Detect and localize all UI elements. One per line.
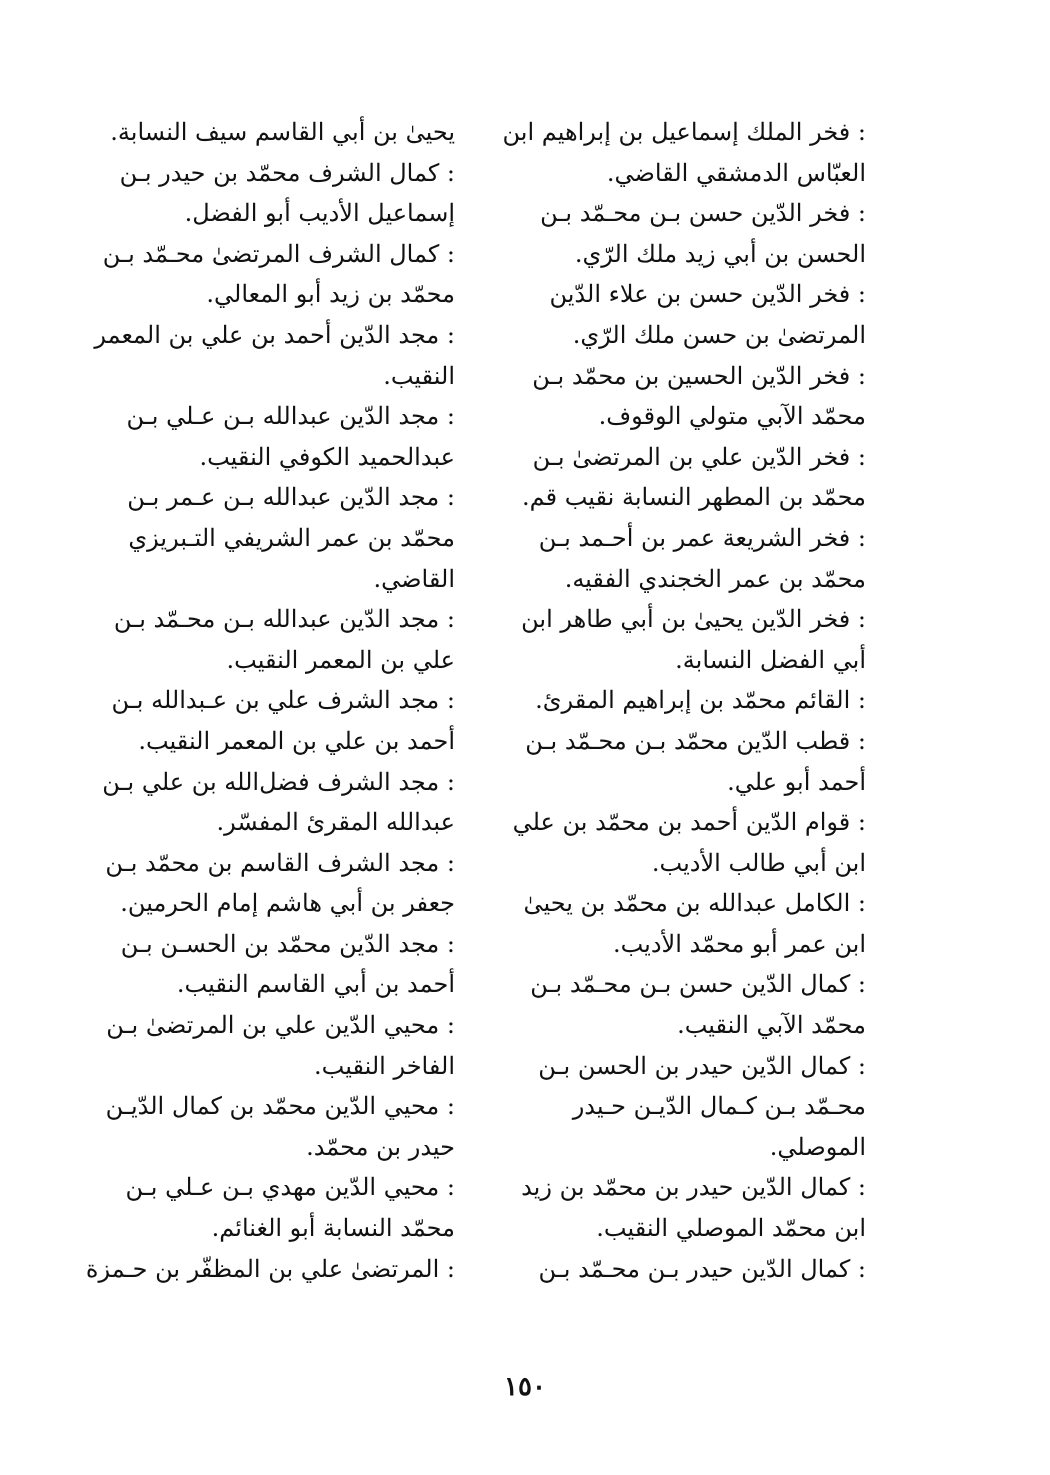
- right-column-line: : كمال الدّين حيدر بـن محـمّد بـن: [538, 1254, 866, 1283]
- right-text-column: [502, 112, 866, 1289]
- right-column-line: : القائم محمّد بن إبراهيم المقرئ.: [535, 686, 866, 715]
- left-column-line: أحمد بن أبي القاسم النقيب.: [176, 970, 455, 999]
- left-column-line: عبدالله المقرئ المفسّر.: [216, 808, 455, 837]
- right-column-line: المرتضىٰ بن حسن ملك الرّي.: [572, 320, 866, 349]
- left-column-line: : مجد الدّين محمّد بن الحسـن بـن: [120, 929, 455, 958]
- right-column-line: : فخر الدّين الحسين بن محمّد بـن: [532, 361, 866, 390]
- right-column-line: : قطب الدّين محمّد بـن محـمّد بـن: [525, 726, 866, 755]
- left-column-line: علي بن المعمر النقيب.: [226, 645, 455, 674]
- right-column-line: : قوام الدّين أحمد بن محمّد بن علي: [512, 808, 866, 837]
- left-column-line: جعفر بن أبي هاشم إمام الحرمين.: [120, 889, 455, 918]
- right-column-line: : كمال الدّين حسن بـن محـمّد بـن: [530, 970, 866, 999]
- left-column-line: : مجد الشرف علي بن عـبدالله بـن: [111, 686, 455, 715]
- right-column-line: : فخر الملك إسماعيل بن إبراهيم ابن: [502, 118, 866, 146]
- right-column-line: ابن محمّد الموصلي النقيب.: [596, 1214, 866, 1243]
- right-column-line: : الكامل عبدالله بن محمّد بن يحيىٰ: [523, 889, 866, 918]
- right-column-line: ابن أبي طالب الأديب.: [651, 848, 866, 877]
- right-column-line: : فخر الدّين يحيىٰ بن أبي طاهر ابن: [521, 605, 866, 634]
- left-column-line: : مجد الدّين أحمد بن علي بن المعمر: [94, 320, 455, 349]
- left-column-line: : كمال الشرف المرتضىٰ محـمّد بـن: [102, 239, 455, 268]
- right-column-line: : فخر الدّين حسن بن علاء الدّين: [549, 280, 866, 309]
- right-column-line: محـمّد بـن كـمال الدّيـن حـيدر: [572, 1092, 866, 1121]
- page-number: ١٥٠: [504, 1372, 546, 1402]
- right-column-line: محمّد بن عمر الخجندي الفقيه.: [564, 564, 866, 593]
- left-column-line: : مجد الدّين عبدالله بـن عـلي بـن: [126, 402, 455, 431]
- right-column-line: محمّد الآبي النقيب.: [677, 1011, 866, 1040]
- left-column-line: أحمد بن علي بن المعمر النقيب.: [138, 726, 455, 755]
- left-column-line: يحيىٰ بن أبي القاسم سيف النسابة.: [110, 118, 455, 146]
- right-column-line: محمّد بن المطهر النسابة نقيب قم.: [522, 483, 866, 512]
- left-column-line: : مجد الدّين عبدالله بـن عـمر بـن: [127, 483, 455, 512]
- left-column-line: : محيي الدّين محمّد بن كمال الدّيـن: [105, 1092, 455, 1121]
- right-column-line: أبي الفضل النسابة.: [675, 645, 866, 674]
- left-text-column: [85, 112, 455, 1289]
- left-column-line: محمّد بن زيد أبو المعالي.: [206, 280, 455, 309]
- left-column-line: : المرتضىٰ علي بن المظفّر بن حـمزة: [85, 1254, 455, 1283]
- left-column-line: عبدالحميد الكوفي النقيب.: [199, 442, 455, 471]
- left-column-line: : كمال الشرف محمّد بن حيدر بـن: [119, 158, 455, 187]
- right-column-line: محمّد الآبي متولي الوقوف.: [598, 402, 866, 431]
- right-column-line: العبّاس الدمشقي القاضي.: [606, 158, 866, 187]
- left-column-line: : مجد الشرف القاسم بن محمّد بـن: [105, 848, 455, 877]
- right-column-line: : فخر الشريعة عمر بن أحـمد بـن: [538, 523, 866, 552]
- left-column-line: إسماعيل الأديب أبو الفضل.: [184, 199, 455, 228]
- left-column-line: محمّد النسابة أبو الغنائم.: [211, 1214, 455, 1243]
- right-column-line: الموصلي.: [769, 1132, 866, 1161]
- right-column-line: أحمد أبو علي.: [727, 767, 866, 796]
- right-column-line: : فخر الدّين علي بن المرتضىٰ بـن: [532, 442, 866, 471]
- left-column-line: القاضي.: [373, 564, 455, 593]
- right-column-line: ابن عمر أبو محمّد الأديب.: [612, 929, 866, 958]
- left-column-line: محمّد بن عمر الشريفي التـبريزي: [128, 523, 455, 552]
- left-column-line: : محيي الدّين مهدي بـن عـلي بـن: [125, 1173, 455, 1202]
- right-column-line: : كمال الدّين حيدر بن الحسن بـن: [538, 1051, 866, 1080]
- right-column-line: الحسن بن أبي زيد ملك الرّي.: [574, 239, 866, 268]
- left-column-line: : مجد الدّين عبدالله بـن محـمّد بـن: [113, 605, 455, 634]
- left-column-line: الفاخر النقيب.: [314, 1051, 455, 1080]
- left-column-line: النقيب.: [383, 361, 455, 390]
- left-column-line: : محيي الدّين علي بن المرتضىٰ بـن: [106, 1011, 455, 1040]
- right-column-line: : فخر الدّين حسن بـن محـمّد بـن: [540, 199, 866, 228]
- right-column-line: : كمال الدّين حيدر بن محمّد بن زيد: [521, 1173, 866, 1202]
- left-column-line: : مجد الشرف فضل‌الله بن علي بـن: [102, 767, 455, 796]
- left-column-line: حيدر بن محمّد.: [306, 1132, 455, 1161]
